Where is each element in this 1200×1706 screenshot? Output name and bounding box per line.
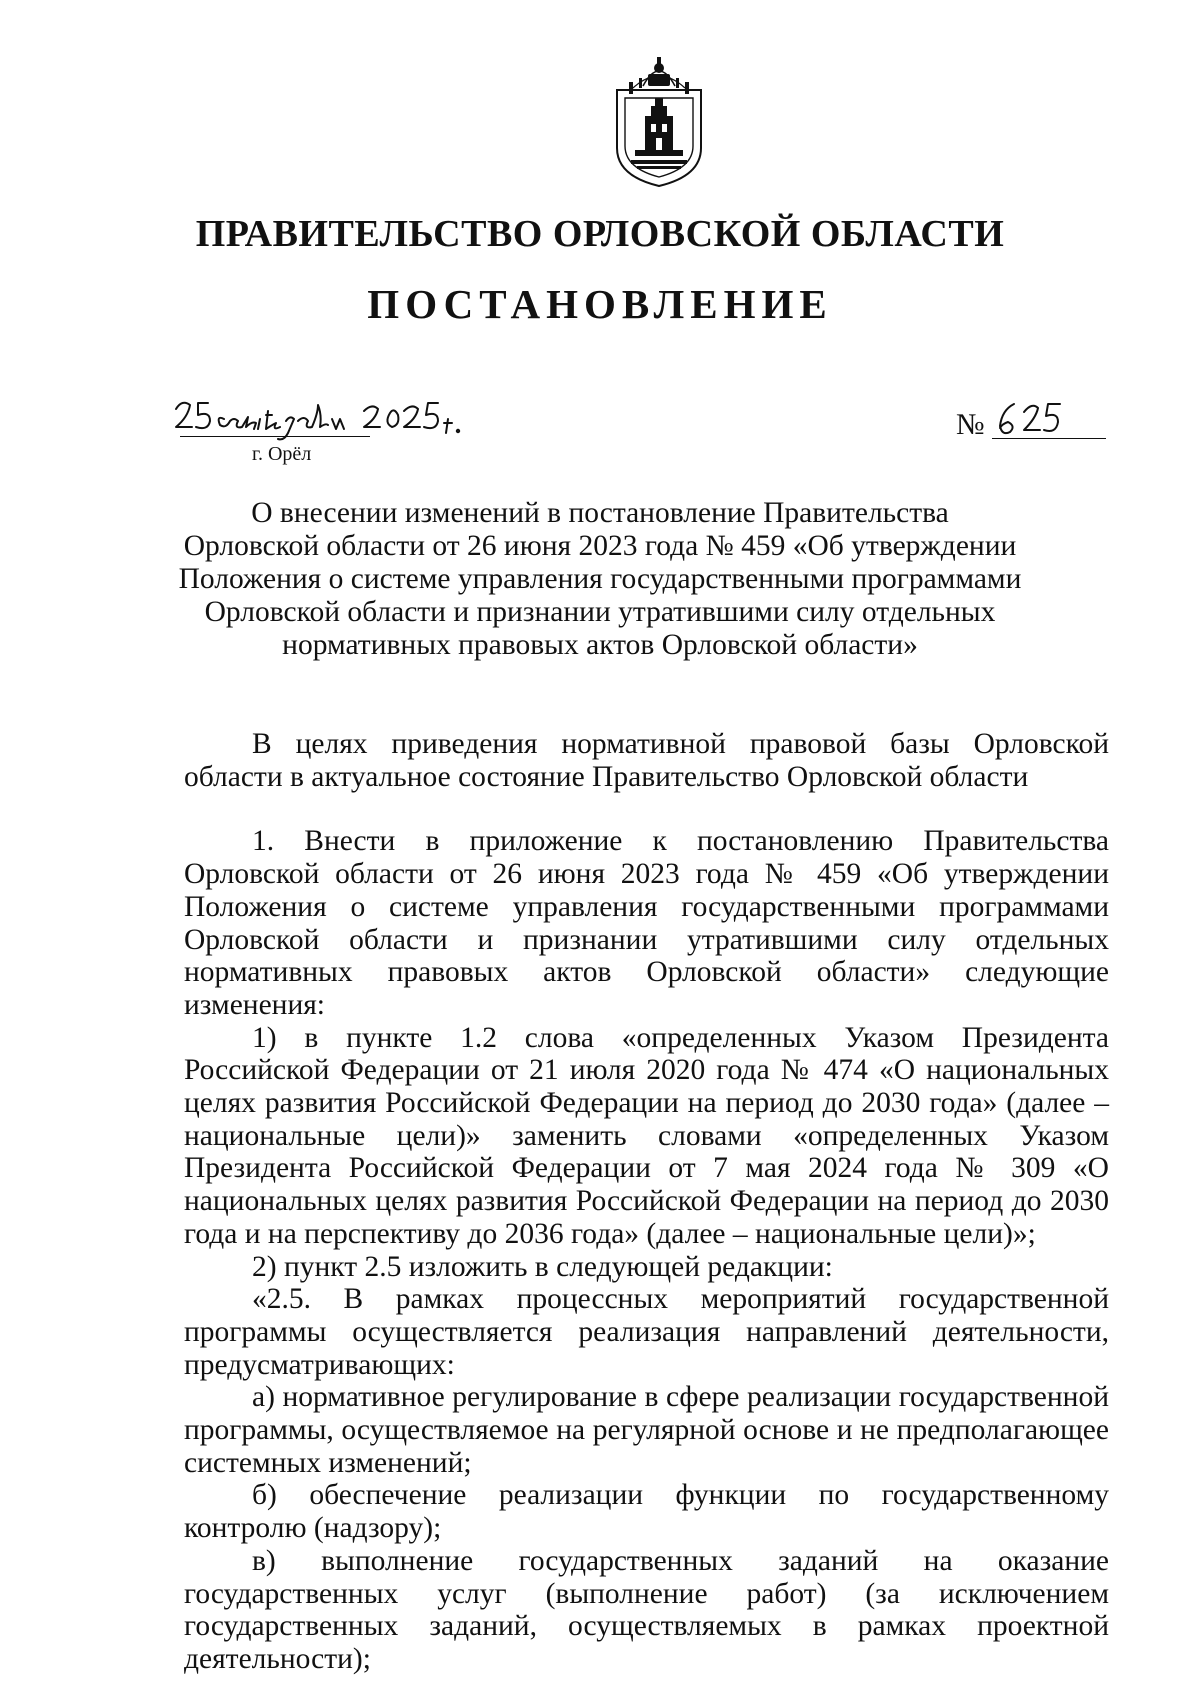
document-type: ПОСТАНОВЛЕНИЕ [367,281,833,327]
government-title: ПРАВИТЕЛЬСТВО ОРЛОВСКОЙ ОБЛАСТИ [195,213,1005,255]
subclause-2-paragraph: 2) пункт 2.5 изложить в следующей редакции: [252,1250,833,1283]
clause-2-5-paragraph: «2.5. В рамках процессных мероприятий государственной программы осуществляется реализация направлений деятельности, предусматривающих: [184,1283,1109,1381]
document-subject [0,497,1200,662]
city-label: г. Орёл [252,443,312,465]
clause-1-paragraph: 1. Внести в приложение к постановлению Правительства Орловской области от 26 июня 2023 года № 459 «Об утверждении Положения о системе управления государственными программами Орловской области и признании утратившими силу отдельных нормативных правовых актов Орловской области» следующие изменения: [184,825,1109,1021]
number-label: № [956,408,985,441]
handwritten-date [168,393,516,449]
preamble-paragraph: В целях приведения нормативной правовой базы Орловской области в актуальное состояние Правительство Орловской области [184,728,1109,793]
item-a-paragraph: а) нормативное регулирование в сфере реализации государственной программы, осуществляемое на регулярной основе и не предполагающее системных изменений; [184,1381,1109,1479]
document-body [184,728,1109,1676]
subclause-1-paragraph: 1) в пункте 1.2 слова «определенных Указом Президента Российской Федерации от 21 июля 2020 года № 474 «О национальных целях развития Российской Федерации на период до 2030 года» (далее – национальные цели)» заменить словами «определенных Указом Президента Российской Федерации от 7 мая 2024 года № 309 «О национальных целях развития Российской Федерации на период до 2030 года и на перспективу до 2036 года» (далее – национальные цели)»; [184,1021,1109,1250]
subject-line: О внесении изменений в постановление Правительства [251,497,949,529]
date-underline [180,436,370,437]
subject-line: нормативных правовых актов Орловской области» [282,629,918,661]
item-b-paragraph: б) обеспечение реализации функции по государственному контролю (надзору); [184,1479,1109,1545]
subject-line: Орловской области от 26 июня 2023 года № 459 «Об утверждении [183,530,1017,562]
coat-of-arms-icon [603,52,715,188]
subject-line: Положения о системе управления государственными программами [178,563,1022,595]
number-underline [992,438,1106,439]
item-v-paragraph: в) выполнение государственных заданий на оказание государственных услуг (выполнение работ) (за исключением государственных заданий, осуществляемых в рамках проектной деятельности); [184,1544,1109,1675]
subject-line: Орловской области и признании утратившими силу отдельных [204,596,996,628]
